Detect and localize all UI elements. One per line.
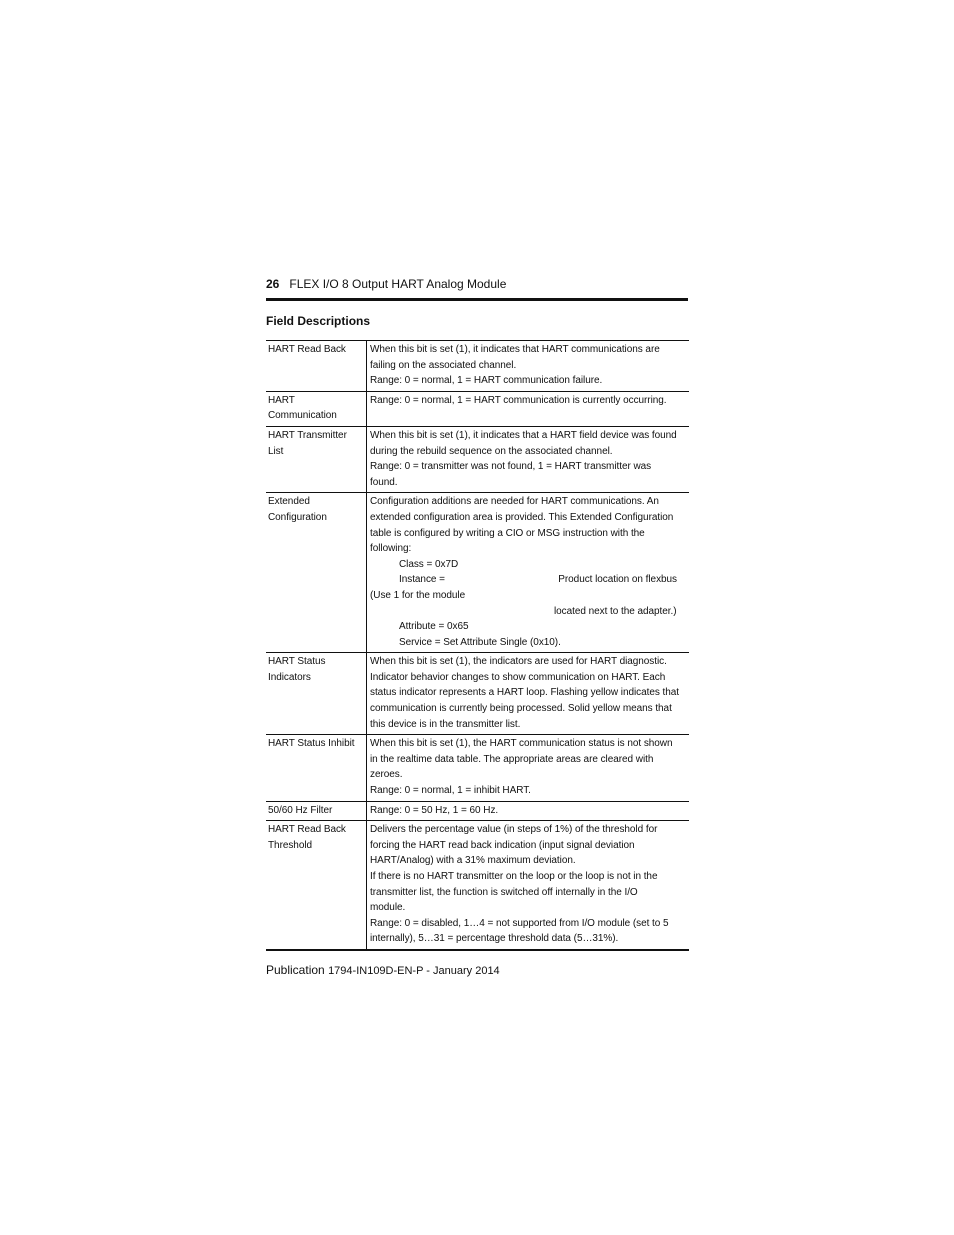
page-number: 26 bbox=[266, 277, 280, 291]
field-description-cell bbox=[367, 341, 690, 392]
description-line: following: bbox=[370, 543, 412, 555]
description-line: extended configuration area is provided. This Extended Configuration bbox=[370, 511, 674, 523]
field-description-cell bbox=[367, 801, 690, 821]
description-line: Range: 0 = disabled, 1…4 = not supported from I/O module (set to 5 bbox=[370, 917, 669, 929]
field-description-cell bbox=[367, 391, 690, 426]
field-name-cell: 50/60 Hz Filter bbox=[266, 801, 367, 821]
section-heading: Field Descriptions bbox=[266, 314, 371, 328]
description-line: Configuration additions are needed for HART communications. An bbox=[370, 496, 659, 508]
description-line: communication is currently being processed. Solid yellow means that bbox=[370, 703, 672, 715]
description-line: forcing the HART read back indication (input signal deviation bbox=[370, 839, 635, 851]
instance-label: Instance = bbox=[399, 574, 445, 586]
table-row bbox=[266, 735, 689, 801]
instance-note: Product location on flexbus bbox=[558, 574, 677, 586]
description-line: module. bbox=[370, 902, 406, 914]
field-name-cell: Extended Configuration bbox=[266, 493, 367, 653]
table-row bbox=[266, 391, 689, 426]
use-line: (Use 1 for the module bbox=[370, 589, 466, 601]
page-header bbox=[266, 276, 688, 301]
instance-line bbox=[370, 572, 687, 588]
field-description-cell bbox=[367, 821, 690, 950]
table-row bbox=[266, 801, 689, 821]
field-description-cell bbox=[367, 426, 690, 492]
description-line: status indicator represents a HART loop. Flashing yellow indicates that bbox=[370, 687, 680, 699]
description-line: If there is no HART transmitter on the loop or the loop is not in the bbox=[370, 871, 658, 882]
class-line: Class = 0x7D bbox=[399, 558, 459, 570]
table-row bbox=[266, 341, 689, 392]
description-line: transmitter list, the function is switched off internally in the I/O bbox=[370, 886, 638, 898]
description-line: Range: 0 = normal, 1 = inhibit HART. bbox=[370, 785, 531, 797]
description-line: failing on the associated channel. bbox=[370, 359, 517, 371]
located-line: located next to the adapter.) bbox=[554, 605, 677, 617]
table-row bbox=[266, 821, 689, 950]
description-line: table is configured by writing a CIO or MSG instruction with the bbox=[370, 527, 645, 539]
description-line: Range: 0 = normal, 1 = HART communication failure. bbox=[370, 375, 603, 387]
description-line: internally), 5…31 = percentage threshold data (5…31%). bbox=[370, 933, 619, 945]
description-line: When this bit is set (1), the HART communication status is not shown bbox=[370, 738, 673, 750]
description-line: When this bit is set (1), it indicates that HART communications are bbox=[370, 344, 660, 355]
description-line: When this bit is set (1), it indicates that a HART field device was found bbox=[370, 429, 677, 441]
description-line: Range: 0 = 50 Hz, 1 = 60 Hz. bbox=[370, 804, 499, 816]
description-line: HART/Analog) with a 31% maximum deviation. bbox=[370, 855, 576, 867]
table-row bbox=[266, 426, 689, 492]
table-row bbox=[266, 493, 689, 653]
description-line: zeroes. bbox=[370, 769, 403, 781]
publication-id: 1794-IN109D-EN-P - January 2014 bbox=[328, 965, 500, 977]
table-row bbox=[266, 653, 689, 735]
description-line: Indicator behavior changes to show communication on HART. Each bbox=[370, 671, 666, 683]
field-name-cell: HART Read Back Threshold bbox=[266, 821, 367, 950]
field-name-cell: HART Read Back bbox=[266, 341, 367, 392]
field-name-cell: HART Transmitter List bbox=[266, 426, 367, 492]
description-line: Range: 0 = normal, 1 = HART communication is currently occurring. bbox=[370, 394, 667, 406]
page-title: FLEX I/O 8 Output HART Analog Module bbox=[289, 277, 507, 291]
field-description-cell bbox=[367, 653, 690, 735]
page-footer bbox=[266, 962, 500, 979]
description-line: during the rebuild sequence on the associated channel. bbox=[370, 445, 613, 457]
description-line: When this bit is set (1), the indicators are used for HART diagnostic. bbox=[370, 656, 667, 668]
field-description-cell bbox=[367, 493, 690, 653]
field-name-cell: HART Status Inhibit bbox=[266, 735, 367, 801]
attribute-line: Attribute = 0x65 bbox=[399, 621, 469, 633]
field-descriptions-table bbox=[266, 340, 689, 951]
field-name-cell: HART Status Indicators bbox=[266, 653, 367, 735]
description-line: Range: 0 = transmitter was not found, 1 = HART transmitter was bbox=[370, 461, 652, 473]
description-line: Delivers the percentage value (in steps of 1%) of the threshold for bbox=[370, 824, 658, 836]
description-line: found. bbox=[370, 476, 398, 488]
field-name-cell: HART Communication bbox=[266, 391, 367, 426]
description-line: in the realtime data table. The appropriate areas are cleared with bbox=[370, 753, 654, 765]
description-line: this device is in the transmitter list. bbox=[370, 718, 521, 730]
service-line: Service = Set Attribute Single (0x10). bbox=[399, 636, 561, 648]
field-description-cell bbox=[367, 735, 690, 801]
publication-label: Publication bbox=[266, 963, 325, 977]
